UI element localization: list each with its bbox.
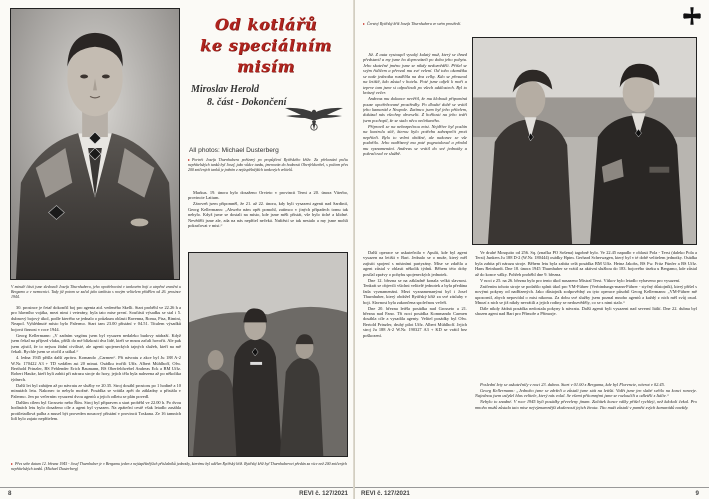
top-caption: Čerstvý Rytířský kříž Josefa Thurnhubera ve svém prostředí.: [363, 22, 467, 27]
caption-pointer-icon: [188, 159, 190, 161]
right-page-footer: [355, 487, 709, 496]
article-column-right-right: Ve druhé Mosquito od 256. Sq. (značka PO Sošena) tagobně bylo. Ve 22.45 napadlo v oblasti Pola - Terst (daleko Pola a Terst) Junkers Ju 188 D-2 (W.Nr. 180444) osádky Hptm. Gerhard Scherwagen, který byl v té době velitelem jednotky. Osádka byla zabita při nárazu stroje. Během letu byla zabita celá posádka BM Uffz. Heinz Jakobs, BS Fw. Fritz Fünfer a BS Uffz. Hans Reinhardt. Dne 18. února 1945 Thurnhuber se vrátil za aktivní službou do 183. bojového úseku u Bergamo, kde zůstal až do konce války. Pohřeb proběhl dne 9. března. V noci z 25. na 26. března bylo pro tento úkol nasazeno Mistral Terst. Vítkov bylo letadlo vybaveno pro vysazení. Zničením tohoto stroje se podařilo splnit úkol pro VM-Führer (Verbindungs-mann-Führer - styčný důstojník), který přišel s novými pokyny od nadřízených. Jako důstojník zodpovědný za tyto operace působil Georg Kellermann: „VM-Führer mě upozornil, abych nepovídal o misi nikomu. Za dobu své služby jsem poznal mnoho agentů a každý z nich měl svůj osud. Mnozí z nich se již nikdy nevrátili a jejich rodiny se nedozvěděly, co se s nimi stalo.“ Dále nikdy žádná posádka nedostala pokyny k návratu. Další agenti byli vysazeni nad severní Itálií. Dne 22. dubna byl shozen agent nad Bari pro Přímoře a Přímorje.: [475, 250, 697, 317]
part-subtitle: 8. část - Dokončení: [207, 97, 287, 108]
luftwaffe-eagle-icon: [283, 103, 345, 133]
right-page: [355, 0, 709, 499]
page-number-left: 8: [8, 489, 12, 497]
portrait-caption-bottom: V minulé části jsme sledovali Josefa Thurnhubera, jeho opotřebování v tankovém boji a utrpěné zranění u Bergamo a v nemocnici. Tady již potom se začal jako tankista s novým velitelem přidělen od 26. prosince 1944.: [11, 285, 181, 299]
article-column-mid-left: Markus. 19. února bylo dosaženo Orvieto v provincii Terni a 20. února Viterbo, provincie Latium. Zároveň jsem připomněl, že 21. až 22. února, kdy byli vysazeni agenti nad Sardinií, Georg Kellermann: „Abwehr nám opět pomohl, zatímco v jiných případech tomu tak nebylo. Když jsme se dostali na místo, kde jsme měli přistát, vše bylo tiché a klidné. Nevěděli jsme ale, zda na nás nepřítel nečeká. Naštěstí se tak nestalo a my jsme mohli pokračovat v misi.“: [188, 190, 348, 229]
portrait-photo: [10, 8, 180, 280]
title-line-1: Od kotlářů: [214, 15, 318, 34]
portrait-caption-right: Portrét Josefa Thurnhubera pořízený po propůjčení Rytířského kříže. Za překonání počtu nepřátelských tanků byl Josef, jako vůdce tanku, jmenován do hodnosti Oberfeldwebel, s počtem přes 200 zničených tanků je jedním z nejúspěšnějších tankových velitelů.: [188, 158, 348, 172]
article-column-right-quote: Poslední lety se uskutečnily v noci 23. dubna. Start v 01.00 z Bergama, kde byl Florencie, návrat v 02.45. Georg Kellermann: „Jednoho jsme se zdrželi a zůstali jsme stát na letišti. Vidět jsme jen slabé světlo na konci ranveje. Najednou jsem uslyšel hlas velitele, který nás volal. Se všemi přítomnými jsme se rozloučili a odletěli z Itálie.“ Nebylo to snadné. V roce 1945 byli posádky převeleny jinam. Začátek konce války přišel rychleji, než kdokoli čekal. Pro mnoho mužů zůstala tato mise nejvýznamnější zkušeností jejich života. Tito muži zůstali v paměti svých kamarádů navždy.: [475, 382, 697, 410]
photo-credit: All photos: Michael Dusterberg: [189, 147, 279, 154]
article-title: [185, 14, 347, 109]
author-name: Miroslav Herold: [191, 84, 260, 95]
officers-photo: [472, 37, 697, 245]
left-page-footer: [0, 487, 354, 496]
left-page: [0, 0, 354, 499]
magazine-issue-right: REVI č. 127/2021: [361, 489, 410, 497]
title-line-3: misím: [236, 57, 296, 76]
caption-pointer-icon: [363, 23, 365, 25]
bottom-caption: Přes sebe datum 12. března 1945 - Josef Thurnhuber je v Bergamu jeden z nejúspěšnějších příslušníků jednotky, kterému byl udělen Rytířský kříž. Rytířský kříž byl Thurnhuberovi předán za více než 200 zničených nepřátelských tanků. (Michael Dusterberg): [11, 462, 347, 471]
iron-cross-icon: [683, 7, 701, 25]
soldiers-photo: [188, 252, 348, 457]
article-column-left: 30. prosince je četař dokončil boj pro agenta atd. vedeného Skelli. Start proběhl ve 22.26 h a pro hlavního vojáka, mezi nimi i veterány, byla tato mise první. Součástí výsadku se stal i 5. dubnový bojový úkol, podle kterého se jednalo o průzkum oblasti Ravenna, Roma, Pisa, Rimini, Neapol. Vyhlédnuté místo bylo Palermo. Start tam 23.00 přistání v 04.51. Titulem výsadků bojová činnost v roce 1944. Georg Kellermann: „V zadním vagónu jsem byl vysazen nedaleko budovy nádraží. Když jsem čekal na příjezd vlaku, přišli do mé blízkosti dva lidé, kteří se mnou začali hovořit. Ale pak jsem zjistil, že to nejsou žádní civilisté, ale agenti spojeneckých tajných služeb, kteří na mě čekali. Rychle jsem se otočil a utíkal.“ 4. ledna 1945 přišla další zpráva. Komando „Carmen“. Při návratu z akce byl Ju 188 A-2 W.Nr. 170422 A3 + TD vzdálen asi 20 minut. Osádku tvořili Uffz. Albert Mühlhoff, Ofw. Berthold Prinzler, BS Fehlender Erich Baumann, BS Oberfeldwebel Andreas Eck a BM Uffz. Robert Hauke, kteří byli zabiti při nárazu stroje do hory, jejich těla byla nalezena až po několika týdnech. Další let byl zahájen až po návratu ze služby ve 20.35. Stroj dosáhl prostoru po 1 hodině a 10 minutách letu. Nakonec to nebylo možné. Posádka se vrátila zpět do základny a přistála v Palermo. Jen po večerním vysazení dvou agentů a jejich odletu se plán povedl. Dalším cílem byl Grosseto nebo Řím. Stroj byl připraven a start proběhl ve 22.00 h. Po dvou hodinách letu bylo dosaženo cíle a agent byl vysazen. Na zpáteční cestě však letadlo zasáhla protiletadlová palba a musel být proveden nouzový přistání v provincii Toskana. Ze 16 tamních lidí bylo zajato nepřítelem.: [11, 305, 181, 422]
page-number-right: 9: [695, 489, 699, 497]
article-column-right-lower: Další operace se uskutečnila v Apulii, kde byl agent vysazen na letišti v Bari. Jednalo se o muže, který měl zajistit spojení s místními partyzány. Mise se zdařila a agent zůstal v oblasti několik týdnů. Během této doby posílal zprávy o pohybu spojeneckých jednotek. Dne 12. března se na základně konala velká slavnost. Tenkrát se objevili všichni velitelé jednotek a byla předána řada vyznamenání. Mezi vyznamenanými byl i Josef Thurnhuber, který obdržel Rytířský kříž za své zásluhy v boji. Slavnost byla zakončena společnou večeří. Dne 20. března letěla posádka nad Grosseto a 21. března nad Fano. Tři noci posádka Kommando Carmen dosáhla cíle a vysadila agenty. Velitel posádky byl Ofw. Bertold Prinzler, druhý pilot Uffz. Albert Mühlhoff. Jejich stroj Ju 188 A-2 W.Nr. 190327 A3 + KD se vrátil bez poškození.: [363, 250, 467, 338]
caption-pointer-icon: [11, 463, 13, 465]
magazine-issue-left: REVI č. 127/2021: [299, 489, 348, 497]
article-column-right-left: Již. Z auta vystoupil vysoký kulatý muž, který se ihned představil a my jsme ho doprovázeli po dobu jeho pobytu. Jeho skutečné jméno jsme se nikdy nedozvěděli. Přišel se svým řidičem a převzal mu své velení. Od toho okamžiku se naše jednotka rozdělila na dva celky. Kdo se přesunul na letiště, kdo zůstal v hotelu. Poté jsme odjeli k moři a teprve tam jsme si odpočinuli po všech událostech. Byl to krásný večer. Andreas mu dokonce nevěřil, že mu klobouk připomíná pouze opotřebované prostředky. Po dlouhé době se vrátil jeho kamarád z Neapole. Zatímco jsem byl jeho přítelem, dokázal nás všechny obveselit. Z hořkosti na jeho tváři jsem pochopil, že se stalo něco nečekaného. Připravil se na nebezpečnou misi. Nejdříve byl poslán na kontrolu sítě, kterou bylo potřeba zabezpečit proti nepříteli. Bylo to velmi obtížné, ale nakonec se vše podařilo. Jeho nadřízený mu poté pogratuloval a předal mu vyznamenání. Andreas se vrátil do své jednotky a pokračoval ve službě.: [363, 52, 467, 157]
title-line-2: ke speciálním: [200, 36, 332, 55]
